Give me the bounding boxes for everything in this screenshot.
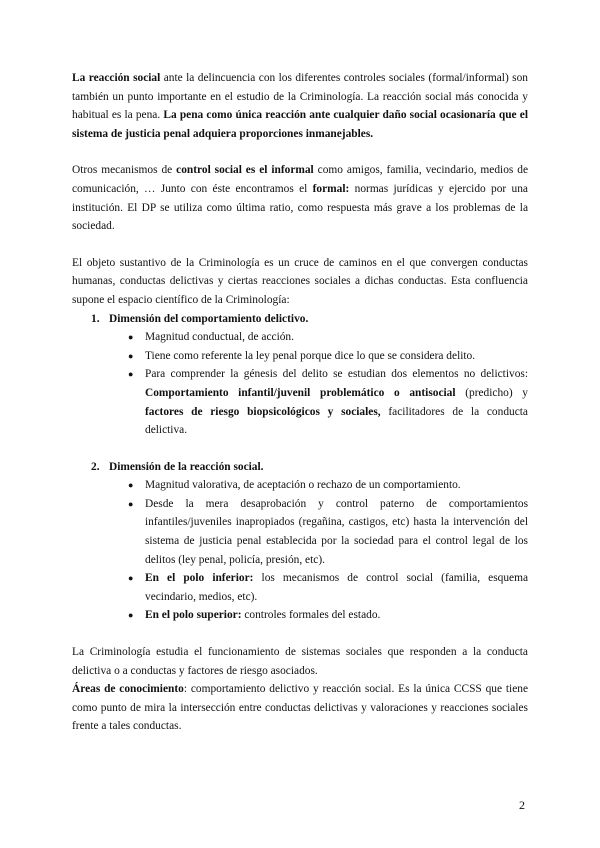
bullet-item (72, 347, 528, 366)
dimension-heading (72, 310, 528, 329)
bullet-text: Para comprender la génesis del delito se estudian dos elementos no delictivos: (145, 368, 528, 381)
bold-term: control social es el informal (176, 164, 314, 177)
bold-term: La reacción social (72, 72, 161, 84)
bullet-text: Desde la mera desaprobación y control paterno de comportamientos infantiles/juveniles inapropiados (regañina, castigos, etc) hasta la intervención del sistema de justicia penal establecida por la sociedad para el control legal de los delitos (ley penal, policía, presión, etc). (145, 497, 528, 566)
paragraph-text: normas jurídicas y ejercido por una institución. El DP se utiliza como última ratio, como respuesta más grave a los problemas de la sociedad. (72, 182, 528, 233)
paragraph-text: ante la delincuencia con los diferentes controles sociales (formal/informal) son también un punto importante en el estudio de la Criminología. La reacción social más conocida y habitual es la pena. (72, 72, 528, 122)
dimension-title: Dimensión del comportamiento delictivo. (109, 312, 309, 325)
bullet-text: Tiene como referente la ley penal porque dice lo que se considera delito. (145, 349, 476, 362)
spacer (72, 236, 528, 254)
dimension-item (72, 310, 528, 440)
bullet-text: facilitadores de la conducta delictiva. (145, 405, 528, 437)
bullet-icon: ● (128, 573, 134, 584)
bold-statement: La pena como única reacción ante cualquier daño social ocasionaría que el sistema de justicia penal adquiera proporciones inmanejables. (72, 109, 528, 140)
list-number: 1. (91, 312, 100, 325)
bullet-text: controles formales del estado. (241, 609, 381, 622)
paragraph-text: : comportamiento delictivo y reacción social. Es la única CCSS que tiene como punto de mira la intersección entre conductas delictivas y valoraciones y reacciones sociales frente a tales conductas. (72, 683, 528, 733)
bullet-list (72, 328, 528, 440)
dimensions-list (72, 310, 528, 626)
paragraph-control-social (72, 161, 528, 235)
bullet-item (72, 476, 528, 495)
dimension-heading (72, 458, 528, 477)
dimension-item (72, 458, 528, 625)
dimension-title: Dimensión de la reacción social. (109, 460, 264, 473)
spacer (72, 440, 528, 458)
bullet-item (72, 328, 528, 347)
bold-term: En el polo superior: (145, 609, 242, 622)
bold-term: Comportamiento infantil/juvenil problemático o antisocial (145, 386, 456, 399)
paragraph-text: Otros mecanismos de (72, 164, 177, 177)
paragraph-text: como amigos, familia, vecindario, medios de comunicación, … Junto con éste encontramos el (72, 164, 528, 195)
list-number: 2. (91, 460, 100, 473)
bullet-item (72, 365, 528, 439)
bullet-text: Magnitud conductual, de acción. (145, 331, 294, 344)
paragraph-areas-conocimiento (72, 680, 528, 736)
bold-term: factores de riesgo biopsicológicos y sociales, (145, 405, 381, 418)
bullet-icon: ● (128, 610, 134, 621)
bold-term: Áreas de conocimiento (72, 683, 184, 696)
document-page (72, 69, 528, 736)
paragraph-reaccion-social (72, 69, 528, 143)
bullet-text: (predicho) y (455, 386, 529, 399)
bullet-icon: ● (128, 498, 134, 509)
paragraph-criminologia-estudia: La Criminología estudia el funcionamiento de sistemas sociales que responden a la conducta delictiva o a conductas y factores de riesgo asociados. (72, 646, 528, 677)
bullet-list (72, 476, 528, 625)
bullet-text: Magnitud valorativa, de aceptación o rechazo de un comportamiento. (145, 479, 461, 492)
bullet-icon: ● (128, 332, 134, 343)
page-number: 2 (519, 798, 525, 812)
bullet-icon: ● (128, 480, 134, 491)
spacer (72, 625, 528, 643)
bullet-icon: ● (128, 350, 134, 361)
bold-term: formal: (312, 182, 350, 195)
bullet-text: los mecanismos de control social (familia, esquema vecindario, medios, etc). (145, 572, 529, 603)
bullet-item (72, 495, 528, 569)
bullet-item (72, 606, 528, 625)
bullet-icon: ● (128, 369, 134, 380)
paragraph-objeto-sustantivo: El objeto sustantivo de la Criminología es un cruce de caminos en el que convergen conductas humanas, conductas delictivas y ciertas reacciones sociales a dichas conductas. Esta confluencia supone el espacio científico de la Criminología: (72, 256, 528, 306)
spacer (72, 143, 528, 161)
bullet-item (72, 569, 528, 606)
bold-term: En el polo inferior: (145, 572, 254, 585)
